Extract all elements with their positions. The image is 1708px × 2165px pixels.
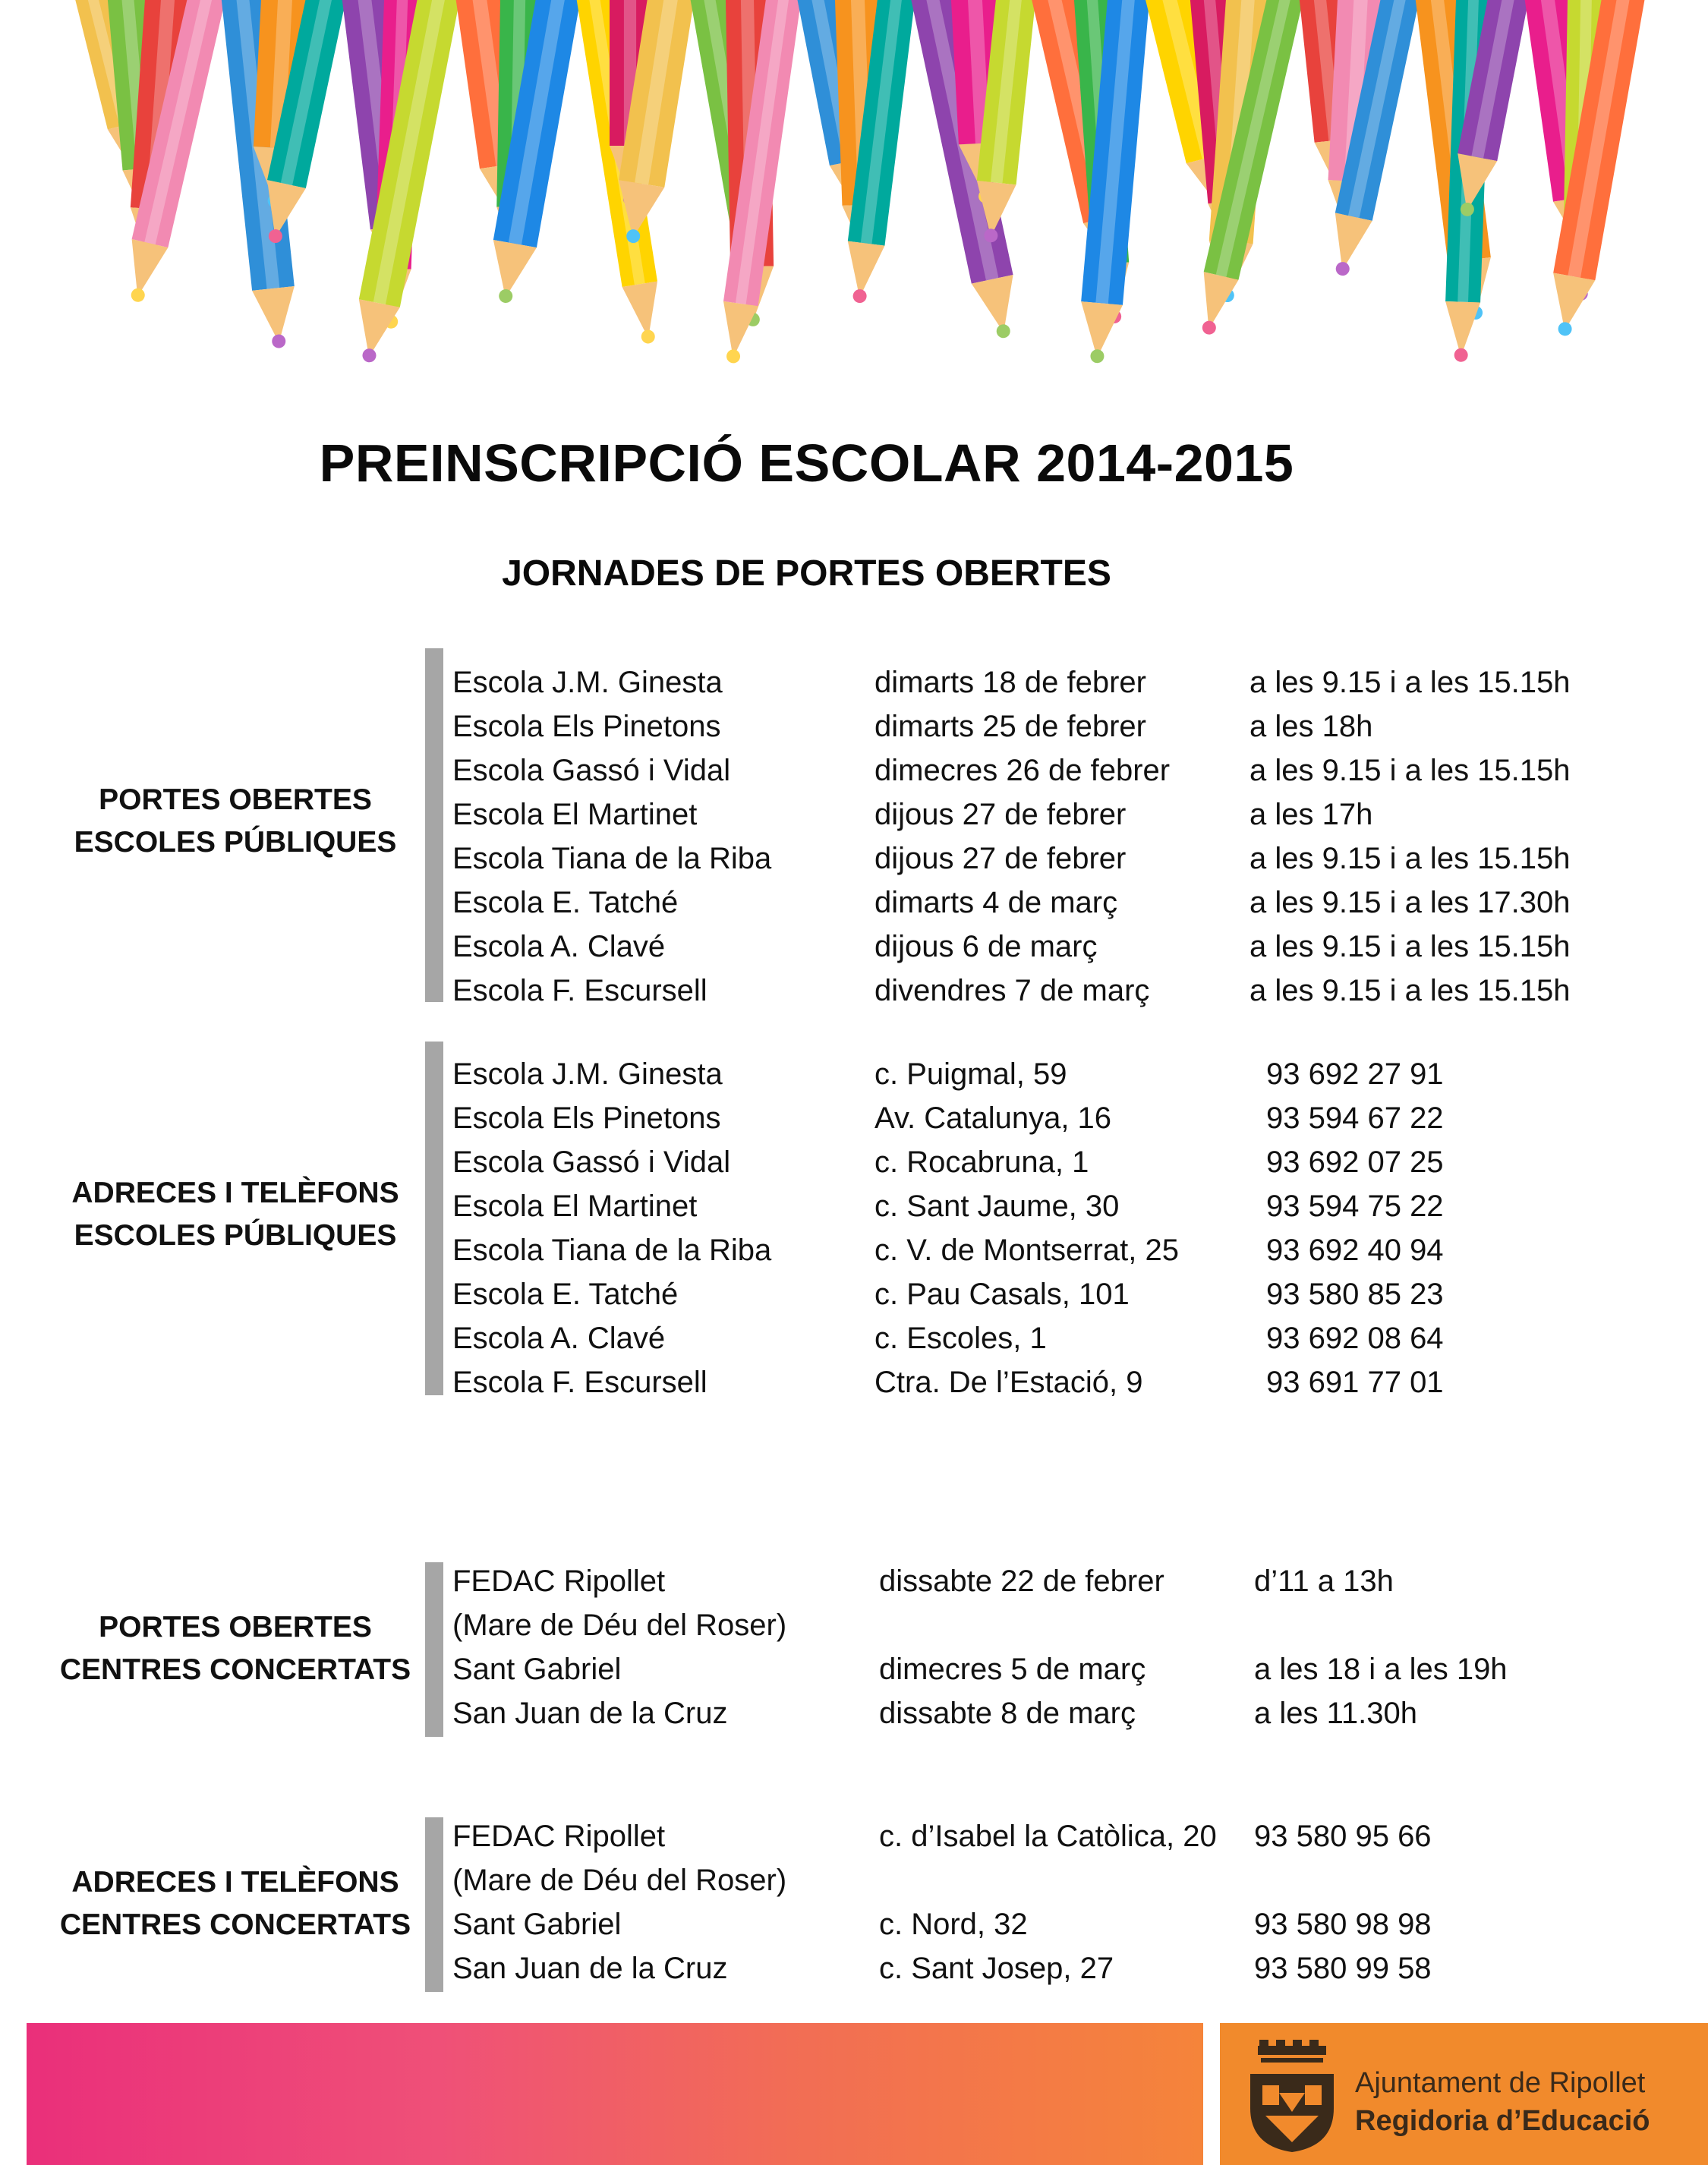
date-cell: dissabte 8 de març [879, 1697, 1136, 1730]
section-bar [425, 1562, 443, 1737]
school-name: Escola J.M. Ginesta [452, 1057, 723, 1091]
date-cell: dimarts 25 de febrer [874, 710, 1146, 743]
footer-separator [1203, 2023, 1220, 2165]
phone-cell: 93 580 95 66 [1254, 1820, 1432, 1853]
logo-line-1: Ajuntament de Ripollet [1355, 2067, 1646, 2099]
date-cell: dimarts 18 de febrer [874, 666, 1146, 699]
school-name: San Juan de la Cruz [452, 1952, 728, 1985]
address-cell: c. Puigmal, 59 [874, 1057, 1067, 1091]
school-name: Escola A. Clavé [452, 930, 666, 963]
school-name: Escola Gassó i Vidal [452, 754, 731, 787]
section-bar [425, 1042, 443, 1395]
phone-cell: 93 692 27 91 [1266, 1057, 1444, 1091]
date-cell: dijous 27 de febrer [874, 842, 1127, 875]
footer-logo [1220, 2023, 1708, 2165]
school-name: Escola J.M. Ginesta [452, 666, 723, 699]
page-subtitle: JORNADES DE PORTES OBERTES [502, 553, 1111, 594]
date-cell: dimecres 26 de febrer [874, 754, 1171, 787]
time-cell: d’11 a 13h [1254, 1565, 1394, 1598]
school-name: Sant Gabriel [452, 1653, 622, 1686]
footer-gradient-band [27, 2023, 1203, 2165]
address-cell: c. Sant Josep, 27 [879, 1952, 1114, 1985]
school-name: Escola A. Clavé [452, 1322, 666, 1355]
phone-cell: 93 692 40 94 [1266, 1234, 1444, 1267]
date-cell: dimecres 5 de març [879, 1653, 1146, 1686]
phone-cell: 93 594 75 22 [1266, 1190, 1444, 1223]
school-name: (Mare de Déu del Roser) [452, 1609, 787, 1642]
address-cell: Av. Catalunya, 16 [874, 1101, 1112, 1135]
section-label: ADRECES I TELÈFONS ESCOLES PÚBLIQUES [71, 1177, 399, 1252]
school-name: Escola El Martinet [452, 798, 698, 831]
date-cell: dissabte 22 de febrer [879, 1565, 1164, 1598]
school-name: Escola Gassó i Vidal [452, 1146, 731, 1179]
footer [27, 2023, 1708, 2165]
date-cell: dijous 6 de març [874, 930, 1098, 963]
school-name: Escola Tiana de la Riba [452, 1234, 772, 1267]
logo-line-2: Regidoria d’Educació [1355, 2105, 1650, 2137]
address-cell: c. V. de Montserrat, 25 [874, 1234, 1179, 1267]
school-name: Escola El Martinet [452, 1190, 698, 1223]
address-cell: c. Escoles, 1 [874, 1322, 1047, 1355]
time-cell: a les 9.15 i a les 15.15h [1249, 754, 1571, 787]
phone-cell: 93 580 99 58 [1254, 1952, 1432, 1985]
school-name: Sant Gabriel [452, 1908, 622, 1941]
school-name: Escola E. Tatché [452, 1278, 679, 1311]
section-bar [425, 1817, 443, 1992]
school-name: Escola Els Pinetons [452, 1101, 721, 1135]
school-name: Escola Tiana de la Riba [452, 842, 772, 875]
phone-cell: 93 692 07 25 [1266, 1146, 1444, 1179]
address-cell: Ctra. De l’Estació, 9 [874, 1366, 1143, 1399]
time-cell: a les 9.15 i a les 15.15h [1249, 930, 1571, 963]
address-cell: c. d’Isabel la Catòlica, 20 [879, 1820, 1217, 1853]
phone-cell: 93 580 85 23 [1266, 1278, 1444, 1311]
time-cell: a les 18 i a les 19h [1254, 1653, 1508, 1686]
time-cell: a les 9.15 i a les 17.30h [1249, 886, 1571, 919]
page-title: PREINSCRIPCIÓ ESCOLAR 2014-2015 [319, 433, 1294, 493]
date-cell: dijous 27 de febrer [874, 798, 1127, 831]
pencils-banner-image [0, 0, 1708, 395]
time-cell: a les 17h [1249, 798, 1373, 831]
date-cell: divendres 7 de març [874, 974, 1150, 1007]
phone-cell: 93 580 98 98 [1254, 1908, 1432, 1941]
section-label: ADRECES I TELÈFONS CENTRES CONCERTATS [59, 1866, 411, 1941]
phone-cell: 93 692 08 64 [1266, 1322, 1444, 1355]
date-cell: dimarts 4 de març [874, 886, 1118, 919]
school-name: Escola Els Pinetons [452, 710, 721, 743]
time-cell: a les 18h [1249, 710, 1373, 743]
school-name: San Juan de la Cruz [452, 1697, 728, 1730]
section-bar [425, 648, 443, 1002]
section-label: PORTES OBERTES CENTRES CONCERTATS [59, 1611, 411, 1686]
phone-cell: 93 691 77 01 [1266, 1366, 1444, 1399]
time-cell: a les 9.15 i a les 15.15h [1249, 842, 1571, 875]
school-name: Escola E. Tatché [452, 886, 679, 919]
address-cell: c. Nord, 32 [879, 1908, 1028, 1941]
school-name: FEDAC Ripollet [452, 1565, 666, 1598]
school-name: Escola F. Escursell [452, 1366, 707, 1399]
time-cell: a les 11.30h [1254, 1697, 1417, 1730]
time-cell: a les 9.15 i a les 15.15h [1249, 666, 1571, 699]
time-cell: a les 9.15 i a les 15.15h [1249, 974, 1571, 1007]
school-name: FEDAC Ripollet [452, 1820, 666, 1853]
school-name: Escola F. Escursell [452, 974, 707, 1007]
address-cell: c. Sant Jaume, 30 [874, 1190, 1120, 1223]
section-label: PORTES OBERTES ESCOLES PÚBLIQUES [74, 783, 397, 859]
address-cell: c. Pau Casals, 101 [874, 1278, 1130, 1311]
ripollet-crest-icon [1243, 2040, 1341, 2154]
address-cell: c. Rocabruna, 1 [874, 1146, 1089, 1179]
phone-cell: 93 594 67 22 [1266, 1101, 1444, 1135]
school-name: (Mare de Déu del Roser) [452, 1864, 787, 1897]
